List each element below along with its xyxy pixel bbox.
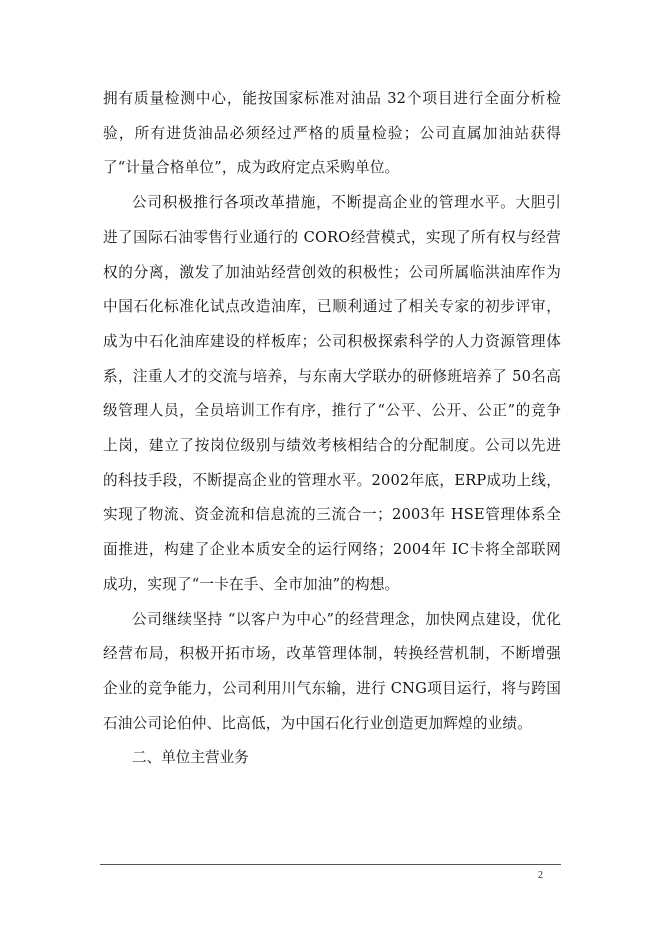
- document-body: [103, 82, 561, 776]
- footer-divider: [100, 864, 561, 865]
- paragraph-reform-measures: 公司积极推行各项改革措施，不断提高企业的管理水平。大胆引进了国际石油零售行业通行的 CORO经营模式，实现了所有权与经营权的分离，激发了加油站经营创效的积极性；公司所属临洪油库作为中国石化标准化试点改造油库，已顺利通过了相关专家的初步评审，成为中石化油库建设的样板库；公司积极探索科学的人力资源管理体系，注重人才的交流与培养，与东南大学联办的研修班培养了 50名高级管理人员，全员培训工作有序，推行了“公平、公开、公正”的竞争上岗，建立了按岗位级别与绩效考核相结合的分配制度。公司以先进的科技手段，不断提高企业的管理水平。2002年底，ERP成功上线，实现了物流、资金流和信息流的三流合一；2003年 HSE管理体系全面推进，构建了企业本质安全的运行网络；2004年 IC卡将全部联网成功，实现了“一卡在手、全市加油”的构想。: [103, 194, 561, 593]
- paragraph-quality-center: 拥有质量检测中心，能按国家标准对油品 32个项目进行全面分析检验，所有进货油品必须经过严格的质量检验；公司直属加油站获得了“计量合格单位”，成为政府定点采购单位。: [103, 90, 561, 177]
- section-heading-main-business: 二、单位主营业务: [132, 749, 249, 767]
- page-number: 2: [538, 870, 543, 881]
- paragraph-customer-centric: 公司继续坚持 “以客户为中心”的经营理念，加快网点建设，优化经营布局，积极开拓市场，改革管理体制，转换经营机制，不断增强企业的竞争能力，公司利用川气东输，进行 CNG项目运行，将与跨国石油公司论伯仲、比高低，为中国石化行业创造更加辉煌的业绩。: [103, 610, 561, 732]
